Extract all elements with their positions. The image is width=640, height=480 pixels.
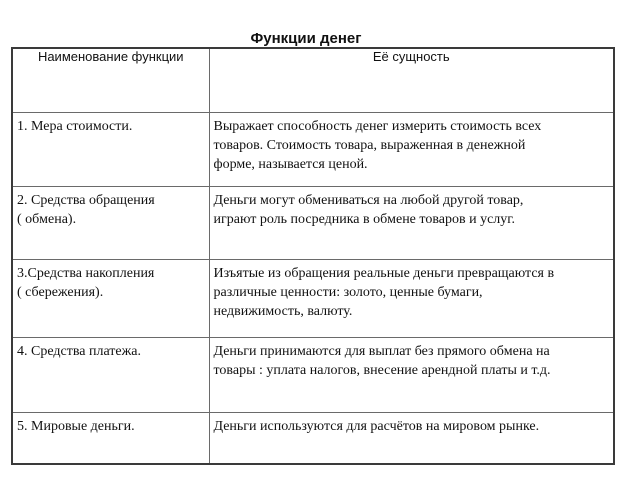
function-name-line: 2. Средства обращения — [17, 192, 155, 208]
column-header-function-name: Наименование функции — [12, 48, 209, 112]
function-essence-cell — [209, 412, 614, 464]
essence-line: товаров. Стоимость товара, выраженная в денежной — [213, 137, 526, 153]
essence-line: форме, называется ценой. — [213, 156, 368, 172]
essence-line: Деньги принимаются для выплат без прямого обмена на — [213, 343, 550, 359]
table-row — [12, 259, 614, 337]
function-name-cell — [12, 412, 209, 464]
table-row — [12, 412, 614, 464]
essence-line: Деньги могут обмениваться на любой другой товар, — [213, 192, 524, 208]
function-name-line: 4. Средства платежа. — [17, 343, 142, 359]
table-row — [12, 112, 614, 186]
page-title: Функции денег — [250, 30, 362, 47]
function-name-line: 5. Мировые деньги. — [17, 418, 135, 434]
table-row — [12, 186, 614, 259]
function-name-cell — [12, 259, 209, 337]
essence-line: Выражает способность денег измерить стоимость всех — [213, 118, 542, 134]
essence-line: различные ценности: золото, ценные бумаги, — [213, 284, 483, 300]
function-name-line: ( сбережения). — [17, 284, 104, 300]
column-header-essence: Её сущность — [209, 48, 614, 112]
function-name-cell — [12, 186, 209, 259]
function-essence-cell — [209, 259, 614, 337]
essence-line: играют роль посредника в обмене товаров и услуг. — [213, 211, 515, 227]
essence-line: недвижимость, валюту. — [213, 303, 353, 319]
essence-line: товары : уплата налогов, внесение арендной платы и т.д. — [213, 362, 551, 378]
function-essence-cell — [209, 186, 614, 259]
essence-line: Изъятые из обращения реальные деньги превращаются в — [213, 265, 555, 281]
function-essence-cell — [209, 337, 614, 412]
function-name-line: 1. Мера стоимости. — [17, 118, 133, 134]
function-name-cell — [12, 112, 209, 186]
functions-table — [11, 47, 615, 465]
table-row — [12, 337, 614, 412]
essence-line: Деньги используются для расчётов на мировом рынке. — [213, 418, 540, 434]
function-name-cell — [12, 337, 209, 412]
function-name-line: ( обмена). — [17, 211, 77, 227]
function-name-line: 3.Средства накопления — [17, 265, 155, 281]
table-header-row — [12, 48, 614, 112]
function-essence-cell — [209, 112, 614, 186]
